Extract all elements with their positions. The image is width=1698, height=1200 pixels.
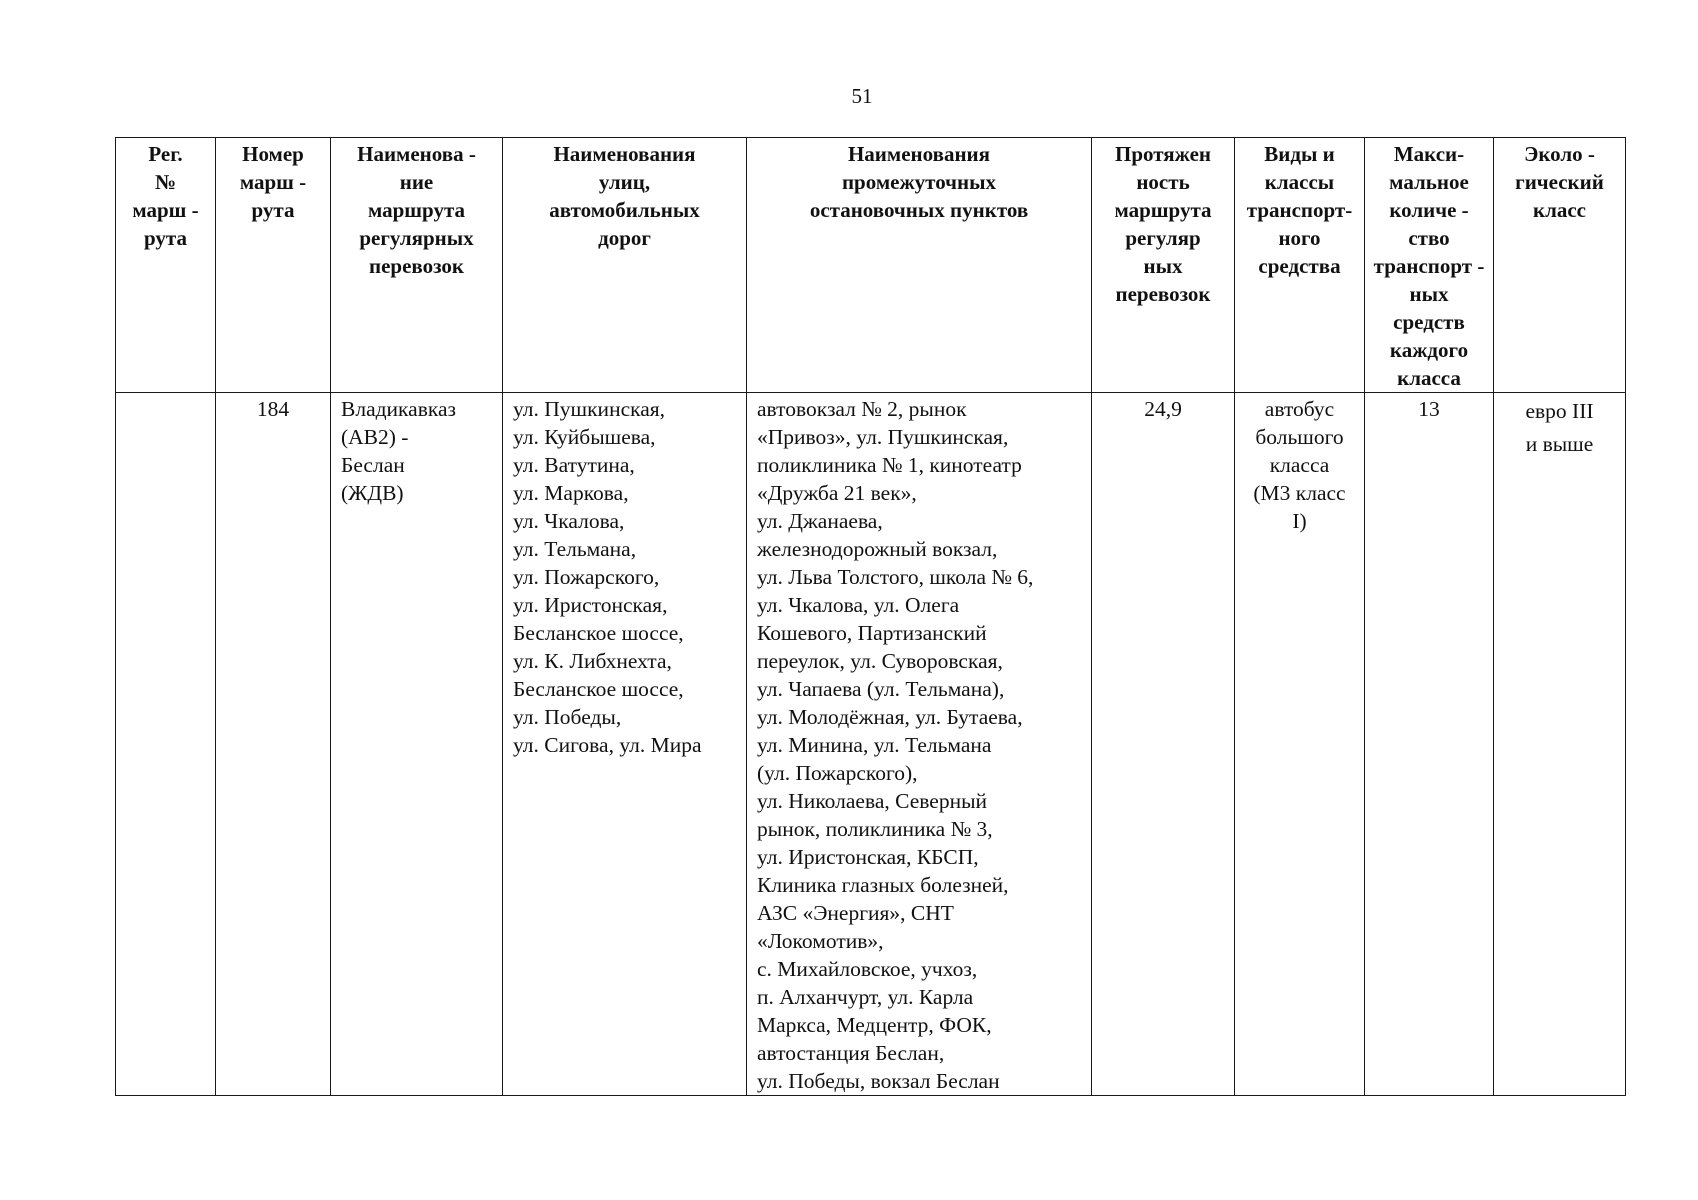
text-line: Наименования <box>553 142 696 166</box>
text-line: ул. Льва Толстого, школа № 6, <box>757 565 1034 589</box>
text-line: каждого <box>1389 338 1469 362</box>
text-line: Клиника глазных болезней, <box>757 873 1009 897</box>
header-length <box>1092 138 1235 393</box>
cell-eco-class <box>1494 393 1626 1096</box>
text-line: регулярных <box>359 226 474 250</box>
text-line: автомобильных <box>549 198 700 222</box>
text-line: автостанция Беслан, <box>757 1041 945 1065</box>
text-line: Беслан <box>341 453 405 477</box>
cell-length: 24,9 <box>1092 393 1235 1096</box>
text-line: маршрута <box>367 198 466 222</box>
text-line: «Локомотив», <box>757 929 884 953</box>
text-line: остановочных пунктов <box>809 198 1029 222</box>
text-line: ул. Николаева, Северный <box>757 789 988 813</box>
header-route-number <box>216 138 331 393</box>
text-line: ул. Сигова, ул. Мира <box>513 733 702 757</box>
text-line: (АВ2) - <box>341 425 409 449</box>
text-line: ул. Пожарского, <box>513 565 660 589</box>
text-line: Протяжен <box>1114 142 1211 166</box>
text-line: ул. Пушкинская, <box>513 397 666 421</box>
text-line: ул. Иристонская, КБСП, <box>757 845 979 869</box>
text-line: класс <box>1532 198 1587 222</box>
text-line: ние <box>399 170 434 194</box>
text-line: ул. Ватутина, <box>513 453 635 477</box>
text-line: дорог <box>598 226 651 250</box>
text-line: Виды и <box>1264 142 1335 166</box>
text-line: ул. Чкалова, ул. Олега <box>757 593 960 617</box>
text-line: ул. Молодёжная, ул. Бутаева, <box>757 705 1023 729</box>
text-line: ул. Чапаева (ул. Тельмана), <box>757 677 1005 701</box>
routes-table <box>115 137 1626 1096</box>
text-line: улиц, <box>598 170 651 194</box>
text-line: класса <box>1269 453 1330 477</box>
text-line: марш - <box>132 198 199 222</box>
text-line: ных <box>1409 282 1449 306</box>
text-line: большого <box>1255 425 1344 449</box>
text-line: Наименова - <box>357 142 476 166</box>
text-line: (ул. Пожарского), <box>757 761 918 785</box>
text-line: Маркса, Медцентр, ФОК, <box>757 1013 992 1037</box>
text-line: транспорт- <box>1246 198 1353 222</box>
text-line: ул. Победы, вокзал Беслан <box>757 1069 1000 1093</box>
text-line: ул. Маркова, <box>513 481 629 505</box>
text-line: автобус <box>1264 397 1335 421</box>
text-line: рынок, поликлиника № 3, <box>757 817 993 841</box>
text-line: Наименования <box>847 142 991 166</box>
text-line: ул. Победы, <box>513 705 622 729</box>
cell-streets <box>503 393 747 1096</box>
text-line: количе - <box>1389 198 1469 222</box>
text-line: I) <box>1292 509 1307 533</box>
text-line: Рег. <box>148 142 183 166</box>
text-line: ул. Чкалова, <box>513 509 625 533</box>
text-line: регуляр <box>1125 226 1201 250</box>
header-reg-number <box>116 138 216 393</box>
text-line: промежуточных <box>841 170 997 194</box>
text-line: евро III <box>1525 399 1594 423</box>
text-line: гический <box>1515 170 1604 194</box>
text-line: перевозок <box>368 254 465 278</box>
text-line: средств <box>1393 310 1465 334</box>
text-line: ного <box>1278 226 1321 250</box>
text-line: ул. Тельмана, <box>513 537 637 561</box>
text-line: Бесланское шоссе, <box>513 621 684 645</box>
text-line: (ЖДВ) <box>341 481 404 505</box>
text-line: средства <box>1258 254 1341 278</box>
text-line: «Дружба 21 век», <box>757 481 917 505</box>
page-number: 51 <box>851 84 873 108</box>
text-line: ул. Джанаева, <box>757 509 883 533</box>
text-line: АЗС «Энергия», СНТ <box>757 901 954 925</box>
cell-max-vehicles: 13 <box>1365 393 1494 1096</box>
cell-reg-number <box>116 393 216 1096</box>
text-line: «Привоз», ул. Пушкинская, <box>757 425 1009 449</box>
text-line: Эколо - <box>1524 142 1595 166</box>
text-line: класса <box>1397 366 1461 390</box>
text-line: классы <box>1264 170 1335 194</box>
text-line: ул. К. Либхнехта, <box>513 649 672 673</box>
text-line: автовокзал № 2, рынок <box>757 397 967 421</box>
table-row <box>116 393 1626 1096</box>
header-max-vehicles <box>1365 138 1494 393</box>
cell-route-number: 184 <box>216 393 331 1096</box>
text-line: рута <box>251 198 295 222</box>
text-line: поликлиника № 1, кинотеатр <box>757 453 1022 477</box>
cell-vehicle-class <box>1235 393 1365 1096</box>
text-line: маршрута <box>1114 198 1212 222</box>
header-route-name <box>331 138 503 393</box>
text-line: Номер <box>242 142 304 166</box>
text-line: транспорт - <box>1373 254 1485 278</box>
text-line: и выше <box>1525 432 1594 456</box>
text-line: ство <box>1408 226 1450 250</box>
text-line: ул. Иристонская, <box>513 593 668 617</box>
header-vehicle-class <box>1235 138 1365 393</box>
text-line: рута <box>144 226 187 250</box>
text-line: марш - <box>239 170 307 194</box>
cell-stops <box>747 393 1092 1096</box>
text-line: Кошевого, Партизанский <box>757 621 987 645</box>
text-line: переулок, ул. Суворовская, <box>757 649 1003 673</box>
header-stops <box>747 138 1092 393</box>
text-line: (М3 класс <box>1253 481 1346 505</box>
text-line: мальное <box>1389 170 1469 194</box>
table-header-row <box>116 138 1626 393</box>
header-streets <box>503 138 747 393</box>
header-eco-class <box>1494 138 1626 393</box>
cell-route-name <box>331 393 503 1096</box>
text-line: железнодорожный вокзал, <box>757 537 998 561</box>
text-line: ных <box>1143 254 1183 278</box>
text-line: ность <box>1136 170 1190 194</box>
text-line: Бесланское шоссе, <box>513 677 684 701</box>
text-line: п. Алханчурт, ул. Карла <box>757 985 974 1009</box>
text-line: № <box>154 170 177 194</box>
text-line: ул. Минина, ул. Тельмана <box>757 733 992 757</box>
text-line: с. Михайловское, учхоз, <box>757 957 978 981</box>
text-line: Макси- <box>1393 142 1465 166</box>
text-line: ул. Куйбышева, <box>513 425 656 449</box>
text-line: Владикавказ <box>341 397 457 421</box>
text-line: перевозок <box>1115 282 1211 306</box>
